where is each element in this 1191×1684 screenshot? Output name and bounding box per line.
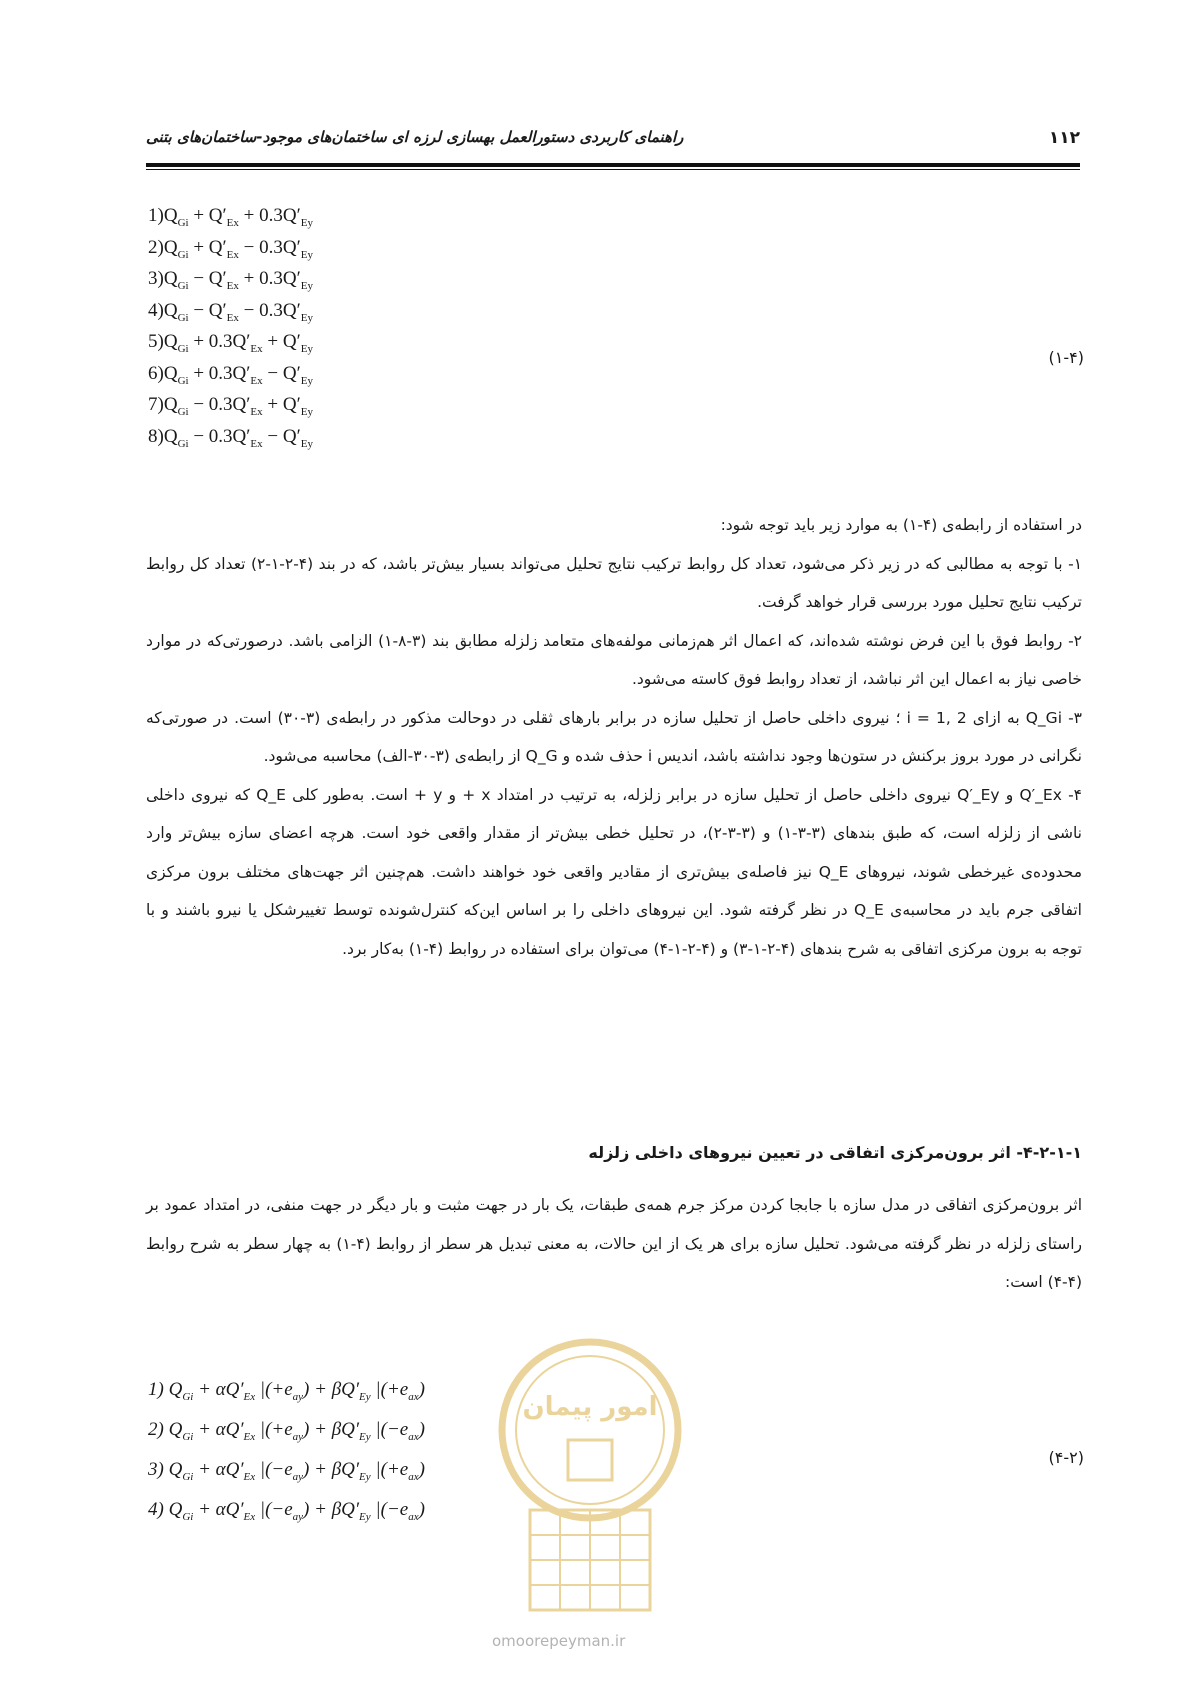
equation-line: $4)Q_{Gi} - Q'_{Ex} - 0.3Q'_{Ey}$ [148,299,313,324]
equation-line: $5)Q_{Gi} + 0.3Q'_{Ex} + Q'_{Ey}$ [148,331,313,355]
section-heading: ۴-۲-۱-۱- اثر برون‌مرکزی اتفاقی در تعیین نیروهای داخلی زلزله [588,1143,1082,1162]
body-text-2 [146,1186,1082,1302]
running-title: راهنمای کاربردی دستورالعمل بهسازی لرزه ای ساختمان‌های موجود-ساختمان‌های بتنی [146,128,684,146]
note-item-3: ۳- Q_Gi به ازای i = 1, 2 ؛ نیروی داخلی حاصل از تحلیل سازه در برابر بارهای ثقلی در دوحالت مذکور در رابطه‌ی (۳-۳۰) است. در صورتی‌که نگرانی در مورد بروز برکنش در ستون‌ها وجود نداشته باشد، اندیس i حذف شده و Q_G از رابطه‌ی (۳-۳۰-الف) محاسبه می‌شود. [146,708,1082,765]
svg-text:امور پیمان: امور پیمان [522,1392,658,1422]
header-rule-thin [146,169,1080,170]
note-item-4: ۴- Q′_Ex و Q′_Ey نیروی داخلی حاصل از تحلیل سازه در برابر زلزله، به ترتیب در امتداد x + و y + است. به‌طور کلی Q_E که نیروی داخلی ناشی از زلزله است، که طبق بندهای (۳-۳-۱) و (۳-۳-۲)، در تحلیل خطی بیش‌تر از مقدار واقعی خود است. هرچه اعضای سازه بیش‌تر وارد محدوده‌ی غیرخطی شوند، نیروهای Q_E نیز فاصله‌ی بیش‌تری از مقادیر واقعی خود خواهند داشت. هم‌چنین اثر جهت‌های مختلف برون مرکزی اتفاقی جرم باید در محاسبه‌ی Q_E در نظر گرفته شود. این نیروهای داخلی را بر اساس این‌که کنترل‌شونده توسط تغییرشکل یا نیرو باشند و با توجه به برون مرکزی اتفاقی به شرح بندهای (۴-۲-۱-۳) و (۴-۲-۱-۴) می‌توان برای استفاده در روابط (۴-۱) به‌کار برد. [146,785,1082,958]
equation-line: 4) $Q_{Gi} + \alpha Q'_{Ex}$ $|(-e_{ay}) + \beta Q'_{Ey}$ $|(-e_{ax})$ [148,1499,425,1523]
equation-line: $2)Q_{Gi} + Q'_{Ex} - 0.3Q'_{Ey}$ [148,236,313,261]
equation-line: $8)Q_{Gi} - 0.3Q'_{Ex} - Q'_{Ey}$ [148,425,313,450]
note-item-2: ۲- روابط فوق با این فرض نوشته شده‌اند، که اعمال اثر هم‌زمانی مولفه‌های متعامد زلزله مطابق بند (۳-۸-۱) الزامی باشد. درصورتی‌که در موارد خاصی نیاز به اعمال این اثر نباشد، از تعداد روابط فوق کاسته می‌شود. [146,631,1082,688]
equation-line: $6)Q_{Gi} + 0.3Q'_{Ex} - Q'_{Ey}$ [148,362,313,387]
equation-group-1 [148,200,313,452]
equation-number-1: (۱-۴) [1048,348,1084,367]
equation-line: 2) $Q_{Gi} + \alpha Q'_{Ex}$ $|(+e_{ay}) + \beta Q'_{Ey}$ $|(-e_{ax})$ [148,1419,425,1443]
equation-line: $3)Q_{Gi} - Q'_{Ex} + 0.3Q'_{Ey}$ [148,268,313,292]
page-number: ۱۱۲ [1048,128,1080,148]
intro-paragraph: در استفاده از رابطه‌ی (۴-۱) به موارد زیر باید توجه شود: [720,516,1082,534]
equation-line: $7)Q_{Gi} - 0.3Q'_{Ex} + Q'_{Ey}$ [148,394,313,418]
equation-line: 1) $Q_{Gi} + \alpha Q'_{Ex}$ $|(+e_{ay}) + \beta Q'_{Ey}$ $|(+e_{ax})$ [148,1379,425,1403]
watermark-text: omoorepeyman.ir [492,1632,626,1650]
header-rule-thick [146,163,1080,167]
equation-number-2: (۴-۲) [1048,1448,1084,1467]
watermark-logo [490,1330,690,1620]
equation-group-2 [148,1370,425,1530]
body-text [146,506,1082,968]
equation-line: $1)Q_{Gi} + Q'_{Ex} + 0.3Q'_{Ey}$ [148,205,313,229]
page-header [146,128,1080,158]
equation-line: 3) $Q_{Gi} + \alpha Q'_{Ex}$ $|(-e_{ay}) + \beta Q'_{Ey}$ $|(+e_{ax})$ [148,1459,425,1483]
note-item-1: ۱- با توجه به مطالبی که در زیر ذکر می‌شود، تعداد کل روابط ترکیب نتایج تحلیل می‌تواند بسیار بیش‌تر باشد، که در بند (۴-۲-۱-۲) تعداد کل روابط ترکیب نتایج تحلیل مورد بررسی قرار خواهد گرفت. [146,554,1083,611]
paragraph-eccentricity: اثر برون‌مرکزی اتفاقی در مدل سازه با جابجا کردن مرکز جرم همه‌ی طبقات، یک بار در جهت مثبت و بار دیگر در جهت منفی، در امتداد عمود بر راستای زلزله در نظر گرفته می‌شود. تحلیل سازه برای هر یک از این حالات، به معنی تبدیل هر سطر از روابط (۴-۱) به چهار سطر به شرح روابط (۴-۴) است: [146,1196,1082,1291]
